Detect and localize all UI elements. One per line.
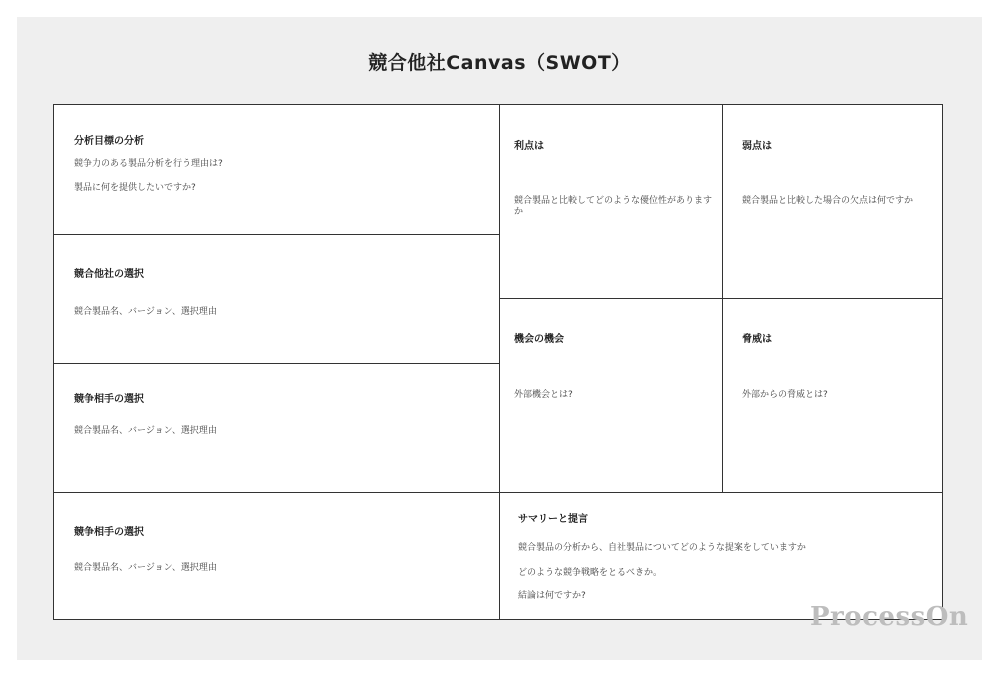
goal-analysis-question-2: 製品に何を提供したいですか? [74,183,196,193]
rival-selection-heading-2: 競争相手の選択 [74,527,144,538]
rival-selection-body-2: 競合製品名、バージョン、選択理由 [74,563,217,573]
strengths-heading: 利点は [514,141,544,152]
rival-selection-cell-2[interactable] [54,492,499,619]
processon-watermark: ProcessOn [810,602,969,632]
rival-selection-heading-1: 競争相手の選択 [74,394,144,405]
rival-selection-cell-1[interactable] [54,363,499,492]
goal-analysis-heading: 分析目標の分析 [74,136,144,147]
opportunities-body: 外部機会とは? [514,390,573,400]
strengths-body: 競合製品と比較してどのような優位性がありますか [514,196,713,217]
competitor-selection-cell[interactable] [54,234,499,363]
competitor-selection-body: 競合製品名、バージョン、選択理由 [74,307,217,317]
summary-line-1: 競合製品の分析から、自社製品についてどのような提案をしていますか [518,543,806,553]
weaknesses-cell[interactable] [722,105,942,298]
goal-analysis-question-1: 競争力のある製品分析を行う理由は? [74,159,223,169]
threats-body: 外部からの脅威とは? [742,390,828,400]
weaknesses-body: 競合製品と比較した場合の欠点は何ですか [742,196,914,206]
competitor-selection-heading: 競合他社の選択 [74,269,144,280]
summary-line-2: どのような競争戦略をとるべきか。 [518,568,663,578]
strengths-cell[interactable] [499,105,722,298]
threats-heading: 脅威は [742,334,772,345]
threats-cell[interactable] [722,298,942,492]
opportunities-cell[interactable] [499,298,722,492]
summary-heading: サマリーと提言 [518,514,588,525]
goal-analysis-cell[interactable] [54,105,499,234]
summary-line-3: 結論は何ですか? [518,591,586,601]
opportunities-heading: 機会の機会 [514,334,564,345]
summary-cell[interactable] [499,492,942,619]
weaknesses-heading: 弱点は [742,141,772,152]
page-title: 競合他社Canvas（SWOT） [368,52,631,74]
swot-canvas-grid [53,104,943,620]
rival-selection-body-1: 競合製品名、バージョン、選択理由 [74,426,217,436]
